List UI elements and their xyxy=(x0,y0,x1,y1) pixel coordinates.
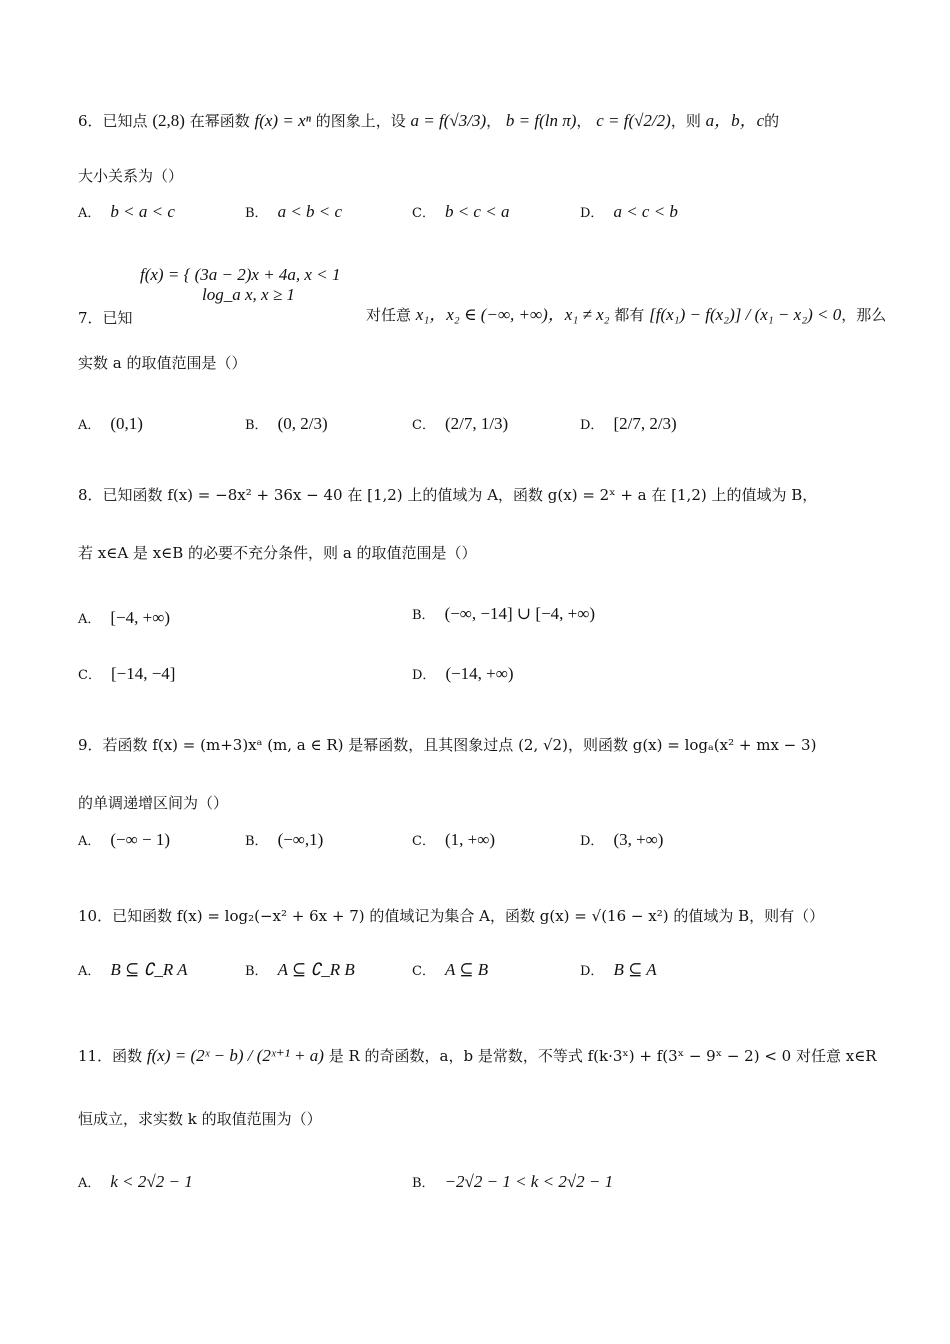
question-6-line-1: 6．已知点 (2,8) 在幂函数 f(x) = xⁿ 的图象上，设 a = f(√3/3)， b = f(ln π)， c = f(√2/2)，则 a，b，c的 xyxy=(78,111,780,130)
question-number: 6． xyxy=(78,112,103,130)
option-c[interactable] xyxy=(78,664,175,684)
question-11-line-1 xyxy=(78,1045,890,1067)
option-label: A． xyxy=(78,1176,101,1191)
option-label: A． xyxy=(78,206,101,221)
option-label: A． xyxy=(78,612,101,627)
question-text: 已知点 xyxy=(102,112,148,130)
option-label: C． xyxy=(412,834,435,849)
math-x1: x₁ xyxy=(415,305,430,324)
option-value: b < c < a xyxy=(444,202,510,221)
option-b[interactable] xyxy=(245,830,323,850)
option-a[interactable] xyxy=(78,202,175,222)
option-b[interactable] xyxy=(245,960,355,980)
question-11-line-2: 恒成立，求实数 k 的取值范围为（） xyxy=(78,1110,322,1128)
question-7-line-2: 实数 a 的取值范围是（） xyxy=(78,354,247,372)
option-value: (−∞, −14] ∪ [−4, +∞) xyxy=(444,604,596,623)
option-value: k < 2√2 − 1 xyxy=(110,1172,193,1191)
question-text: 在幂函数 xyxy=(189,112,250,130)
question-text: ，那么 xyxy=(841,306,887,324)
option-value: −2√2 − 1 < k < 2√2 − 1 xyxy=(444,1172,614,1191)
question-text: 函数 xyxy=(112,1047,143,1065)
option-label: C． xyxy=(412,418,435,433)
question-text: 已知 xyxy=(102,309,133,327)
math-b-definition: b = f(ln π) xyxy=(505,111,577,130)
question-text: 都有 xyxy=(614,306,645,324)
option-value: a < c < b xyxy=(613,202,678,221)
question-7-line-1 xyxy=(78,307,133,328)
math-x2-range: ，x₂ ∈ (−∞, +∞) xyxy=(429,305,548,324)
question-10-line-1 xyxy=(78,905,890,927)
question-7-line-1-cont xyxy=(366,300,886,325)
option-label: B． xyxy=(245,418,268,433)
option-value: (0, 2/3) xyxy=(277,414,328,433)
option-a[interactable] xyxy=(78,830,170,850)
question-text: 的 xyxy=(764,112,780,130)
option-label: D． xyxy=(412,668,436,683)
option-label: D． xyxy=(580,964,604,979)
option-d[interactable] xyxy=(412,664,514,684)
option-label: D． xyxy=(580,206,604,221)
option-label: A． xyxy=(78,418,101,433)
question-text: 的图象上，设 xyxy=(315,112,406,130)
question-text: 已知函数 f(x) = log₂(−x² + 6x + 7) 的值域记为集合 A，函数 g(x) = √(16 − x²) 的值域为 B，则有（） xyxy=(112,907,825,925)
math-x-neq: ，x₁ ≠ x₂ xyxy=(547,305,610,324)
question-number: 10． xyxy=(78,907,113,925)
option-value: a < b < c xyxy=(277,202,343,221)
question-8-line-2: 若 x∈A 是 x∈B 的必要不充分条件，则 a 的取值范围是（） xyxy=(78,544,477,562)
option-value: (−14, +∞) xyxy=(445,664,514,683)
option-d[interactable] xyxy=(580,960,657,980)
option-label: C． xyxy=(412,206,435,221)
option-label: A． xyxy=(78,834,101,849)
option-label: B． xyxy=(412,1176,435,1191)
option-value: b < a < c xyxy=(110,202,175,221)
option-b[interactable] xyxy=(412,1172,613,1192)
question-9-line-2: 的单调递增区间为（） xyxy=(78,794,229,812)
piecewise-function xyxy=(140,265,340,305)
question-text: ，则 xyxy=(670,112,701,130)
option-value: (1, +∞) xyxy=(444,830,495,849)
option-value: [−4, +∞) xyxy=(110,608,171,627)
option-d[interactable] xyxy=(580,414,677,434)
option-value: (−∞ − 1) xyxy=(110,830,171,849)
question-number: 7． xyxy=(78,309,103,327)
option-a[interactable] xyxy=(78,960,188,980)
option-value: [−14, −4] xyxy=(110,664,176,683)
option-c[interactable] xyxy=(412,202,509,222)
question-number: 11． xyxy=(78,1047,113,1065)
question-text: 已知函数 f(x) = −8x² + 36x − 40 在 [1,2) 上的值域为 A，函数 g(x) = 2ˣ + a 在 [1,2) 上的值域为 B， xyxy=(102,486,818,504)
option-value: (3, +∞) xyxy=(613,830,664,849)
option-b[interactable] xyxy=(245,202,342,222)
option-b[interactable] xyxy=(412,604,595,624)
option-label: C． xyxy=(78,668,101,683)
math-c-definition: c = f(√2/2) xyxy=(596,111,671,130)
option-c[interactable] xyxy=(412,960,488,980)
math-point: (2,8) xyxy=(152,111,185,130)
option-label: B． xyxy=(245,834,268,849)
option-value: (2/7, 1/3) xyxy=(444,414,509,433)
math-inequality: [f(x₁) − f(x₂)] / (x₁ − x₂) < 0 xyxy=(649,305,842,324)
option-d[interactable] xyxy=(580,830,663,850)
option-c[interactable] xyxy=(412,830,495,850)
question-text: 是 R 的奇函数，a，b 是常数，不等式 f(k·3ˣ) + f(3ˣ − 9ˣ − 2) < 0 对任意 x∈R xyxy=(328,1047,877,1065)
option-value: A ⊆ ∁_R B xyxy=(277,960,355,979)
option-label: B． xyxy=(245,964,268,979)
question-number: 9． xyxy=(78,736,103,754)
piece-1: f(x) = { (3a − 2)x + 4a, x < 1 xyxy=(140,265,341,284)
math-function: f(x) = (2ˣ − b) / (2ˣ⁺¹ + a) xyxy=(146,1046,324,1065)
option-b[interactable] xyxy=(245,414,328,434)
question-text: 对任意 xyxy=(366,306,412,324)
option-a[interactable] xyxy=(78,608,170,628)
option-value: (−∞,1) xyxy=(277,830,324,849)
option-value: B ⊆ A xyxy=(613,960,657,979)
option-value: B ⊆ ∁_R A xyxy=(110,960,188,979)
option-label: D． xyxy=(580,418,604,433)
option-a[interactable] xyxy=(78,1172,193,1192)
option-label: B． xyxy=(245,206,268,221)
option-label: B． xyxy=(412,608,435,623)
math-a-definition: a = f(√3/3) xyxy=(410,111,487,130)
piece-2: log_a x, x ≥ 1 xyxy=(202,285,295,304)
option-a[interactable] xyxy=(78,414,143,434)
question-8-line-1 xyxy=(78,484,890,506)
question-9-line-1 xyxy=(78,734,890,756)
option-label: A． xyxy=(78,964,101,979)
option-value: (0,1) xyxy=(110,414,143,433)
option-label: C． xyxy=(412,964,435,979)
option-d[interactable] xyxy=(580,202,678,222)
option-label: D． xyxy=(580,834,604,849)
question-number: 8． xyxy=(78,486,103,504)
option-value: [2/7, 2/3) xyxy=(613,414,677,433)
option-value: A ⊆ B xyxy=(444,960,489,979)
option-c[interactable] xyxy=(412,414,508,434)
math-variables: a，b，c xyxy=(705,111,765,130)
question-text: 若函数 f(x) = (m+3)xᵃ (m, a ∈ R) 是幂函数，且其图象过点 (2, √2)，则函数 g(x) = logₐ(x² + mx − 3) xyxy=(102,736,817,754)
question-6-line-2: 大小关系为（） xyxy=(78,167,184,185)
math-function: f(x) = xⁿ xyxy=(254,111,311,130)
